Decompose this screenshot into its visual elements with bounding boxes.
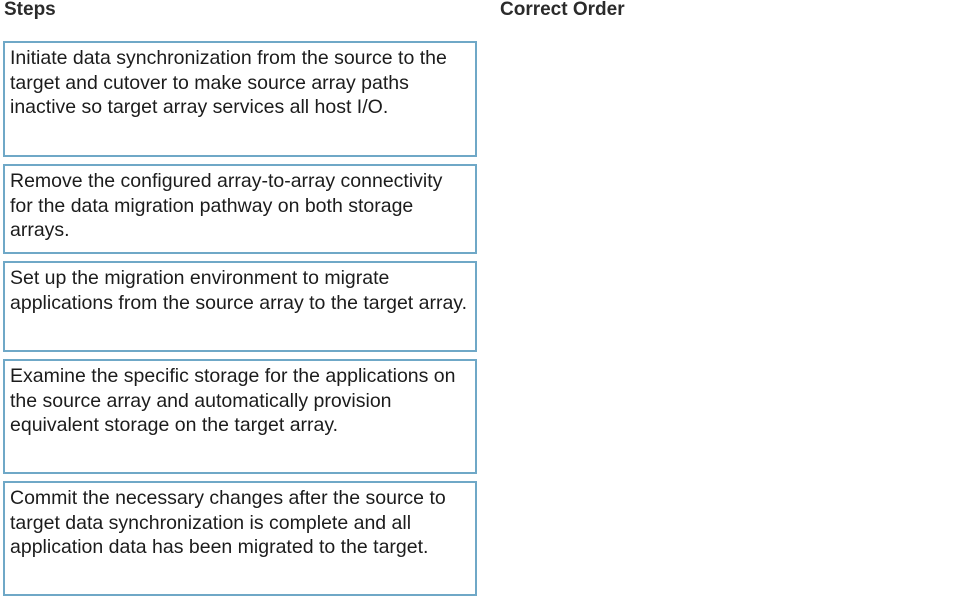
step-item-remove-connectivity[interactable] [3,164,477,254]
correct-order-heading: Correct Order [500,0,625,20]
step-item-text: Remove the configured array-to-array connectivity for the data migration pathway on both storage arrays. [10,170,443,241]
step-item-sync-cutover[interactable] [3,41,477,157]
step-item-text: Set up the migration environment to migrate applications from the source array to the target array. [10,267,468,314]
step-item-examine-storage[interactable] [3,359,477,474]
step-item-text: Examine the specific storage for the applications on the source array and automatically provision equivalent storage on the target array. [10,365,456,436]
step-item-text: Commit the necessary changes after the source to target data synchronization is complete and all application data has been migrated to the target. [10,487,446,558]
steps-heading: Steps [4,0,56,20]
step-item-commit-changes[interactable] [3,481,477,596]
step-item-text: Initiate data synchronization from the source to the target and cutover to make source array paths inactive so target array services all host I/O. [10,47,447,118]
step-item-setup-environment[interactable] [3,261,477,352]
correct-order-drop-area[interactable] [498,41,968,594]
